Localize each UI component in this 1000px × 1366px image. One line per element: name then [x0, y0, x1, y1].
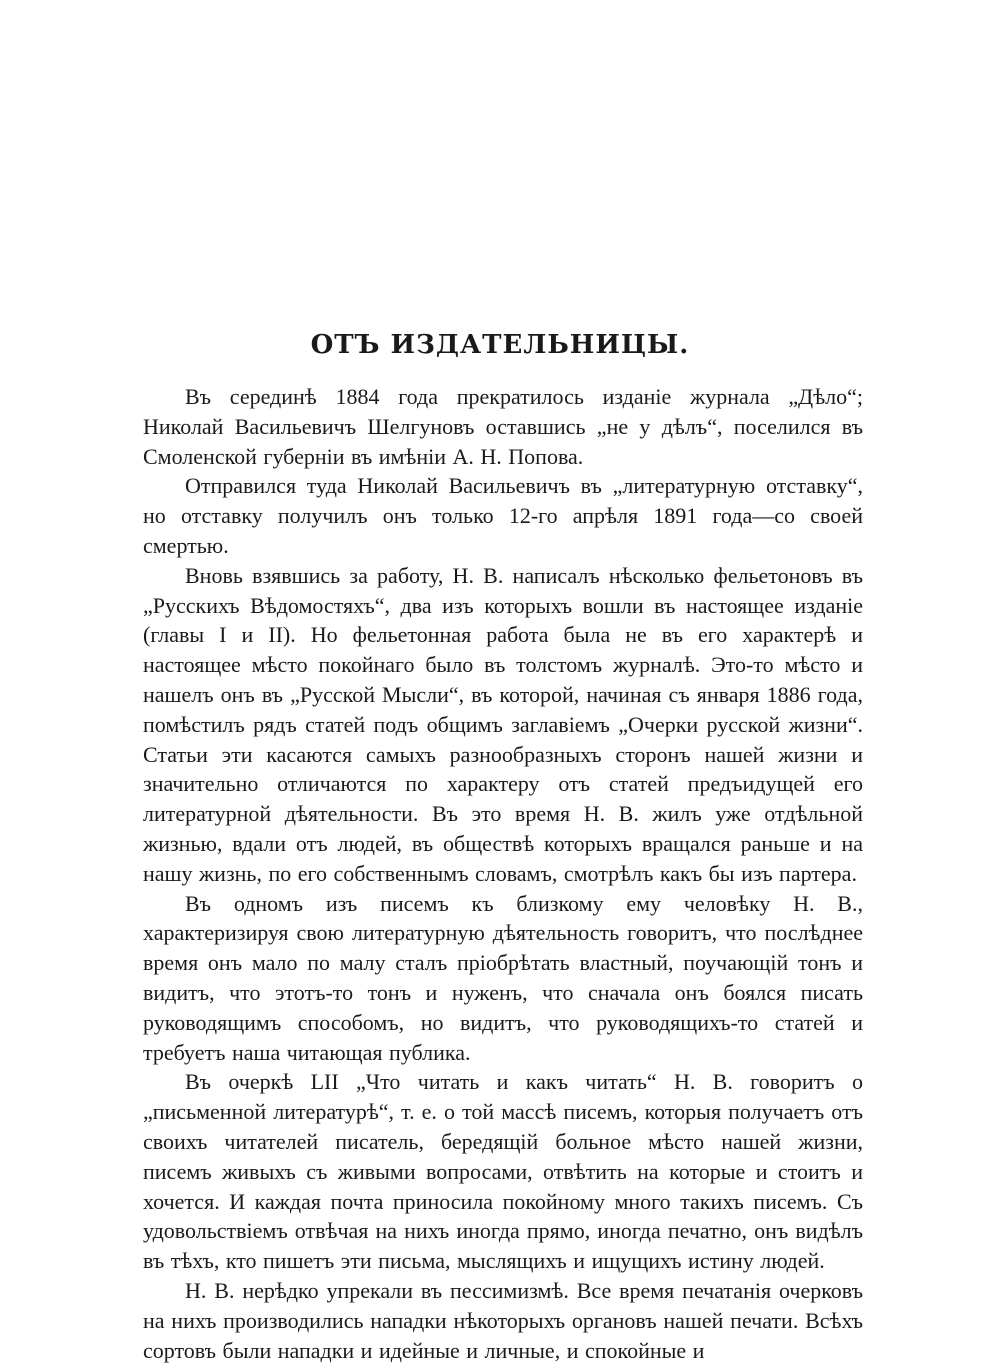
- paragraph-2: Отправился туда Николай Васильевичъ въ „литературную отставку“, но отставку получилъ онъ только 12-го апрѣля 1891 года—со своей смертью.: [143, 473, 863, 558]
- paragraph-6: Н. В. нерѣдко упрекали въ пессимизмѣ. Все время печатанія очерковъ на нихъ производились нападки нѣкоторыхъ органовъ нашей печати. Всѣхъ сортовъ были нападки и идейные и личные, и спокойные и: [143, 1277, 863, 1363]
- paragraph-4: Въ одномъ изъ писемъ къ близкому ему человѣку Н. В., характеризируя свою литературную дѣятельность говоритъ, что послѣднее время онъ мало по малу сталъ пріобрѣтать властный, поучающій тонъ и видитъ, что этотъ-то тонъ и нуженъ, что сначала онъ боялся писать руководящимъ способомъ, но видитъ, что руководящихъ-то статей и требуетъ наша читающая публика.: [143, 890, 863, 1065]
- paragraph-3: Вновь взявшись за работу, Н. В. написалъ нѣсколько фельетоновъ въ „Русскихъ Вѣдомостяхъ“, два изъ которыхъ вошли въ настоящее изданіе (главы I и II). Но фельетонная работа была не въ его характерѣ и настоящее мѣсто покойнаго было въ толстомъ журналѣ. Это-то мѣсто и нашелъ онъ въ „Русской Мысли“, въ которой, начиная съ января 1886 года, помѣстилъ рядъ статей подъ общимъ заглавіемъ „Очерки русской жизни“. Статьи эти касаются самыхъ разнообразныхъ сторонъ нашей жизни и значительно отличаются по характеру отъ статей предъидущей его литературной дѣятельности. Въ это время Н. В. жилъ уже отдѣльной жизнью, вдали отъ людей, въ обществѣ которыхъ вращался раньше и на нашу жизнь, по его собственнымъ словамъ, смотрѣлъ какъ бы изъ партера.: [143, 562, 863, 886]
- paragraph-1: Въ серединѣ 1884 года прекратилось изданіе журнала „Дѣло“; Николай Васильевичъ Шелгуновъ оставшись „не у дѣлъ“, поселился въ Смоленской губерніи въ имѣніи А. Н. Попова.: [143, 384, 863, 469]
- page-title: ОТЪ ИЗДАТЕЛЬНИЦЫ.: [310, 330, 690, 360]
- paragraph-5: Въ очеркѣ LII „Что читать и какъ читать“ Н. В. говоритъ о „письменной литературѣ“, т. е. о той массѣ писемъ, которыя получаетъ отъ своихъ читателей писатель, бередящій больное мѣсто нашей жизни, писемъ живыхъ съ живыми вопросами, отвѣтить на которые и стоитъ и хочется. И каждая почта приносила покойному много такихъ писемъ. Съ удовольствіемъ отвѣчая на нихъ иногда прямо, иногда печатно, онъ видѣлъ въ тѣхъ, кто пишетъ эти письма, мыслящихъ и ищущихъ истину людей.: [143, 1069, 863, 1274]
- body-text: [143, 382, 863, 1365]
